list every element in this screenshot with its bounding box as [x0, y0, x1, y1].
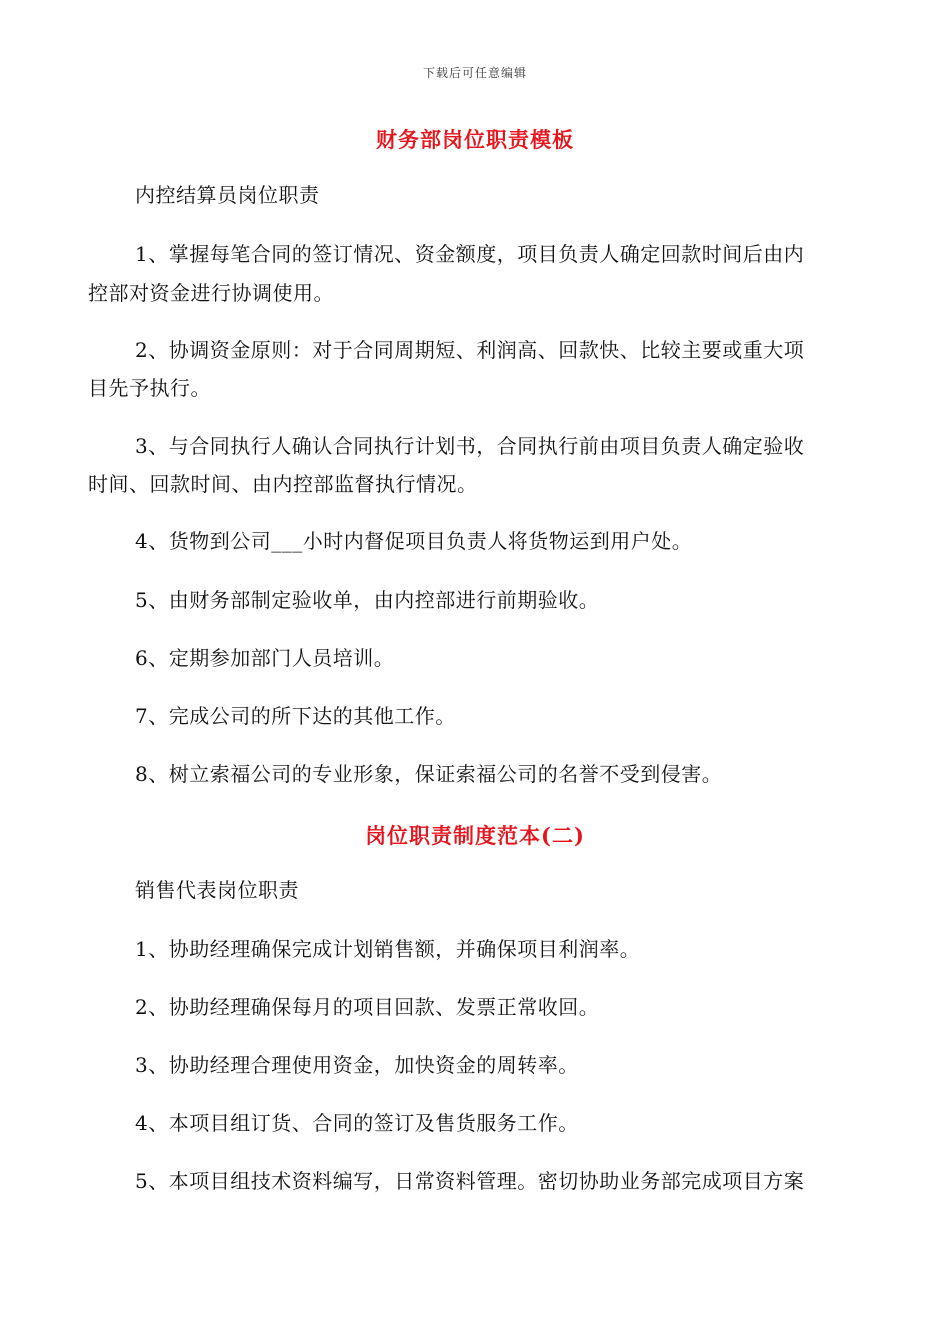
list-item-continuation: 控部对资金进行协调使用。 — [88, 281, 334, 305]
list-item: 1、掌握每笔合同的签订情况、资金额度，项目负责人确定回款时间后由内 — [135, 242, 805, 266]
list-item: 2、协调资金原则：对于合同周期短、利润高、回款快、比较主要或重大项 — [135, 338, 805, 362]
list-item-continuation: 目先予执行。 — [88, 376, 211, 400]
section-title: 岗位职责制度范本(二) — [365, 823, 585, 848]
section-subtitle: 销售代表岗位职责 — [135, 878, 299, 902]
list-item: 4、本项目组订货、合同的签订及售货服务工作。 — [135, 1111, 579, 1135]
list-item: 3、协助经理合理使用资金，加快资金的周转率。 — [135, 1053, 579, 1077]
list-item: 5、本项目组技术资料编写，日常资料管理。密切协助业务部完成项目方案 — [135, 1169, 805, 1193]
list-item: 6、定期参加部门人员培训。 — [135, 646, 395, 670]
list-item-continuation: 时间、回款时间、由内控部监督执行情况。 — [88, 472, 478, 496]
list-item: 2、协助经理确保每月的项目回款、发票正常收回。 — [135, 995, 600, 1019]
section-subtitle: 内控结算员岗位职责 — [135, 183, 320, 207]
list-item: 3、与合同执行人确认合同执行计划书，合同执行前由项目负责人确定验收 — [135, 434, 805, 458]
section-title: 财务部岗位职责模板 — [376, 127, 574, 152]
download-note: 下载后可任意编辑 — [422, 66, 527, 80]
list-item: 4、货物到公司___小时内督促项目负责人将货物运到用户处。 — [135, 529, 693, 553]
list-item: 8、树立索福公司的专业形象，保证索福公司的名誉不受到侵害。 — [135, 762, 723, 786]
list-item: 1、协助经理确保完成计划销售额，并确保项目利润率。 — [135, 937, 641, 961]
list-item: 7、完成公司的所下达的其他工作。 — [135, 704, 456, 728]
list-item: 5、由财务部制定验收单，由内控部进行前期验收。 — [135, 588, 600, 612]
